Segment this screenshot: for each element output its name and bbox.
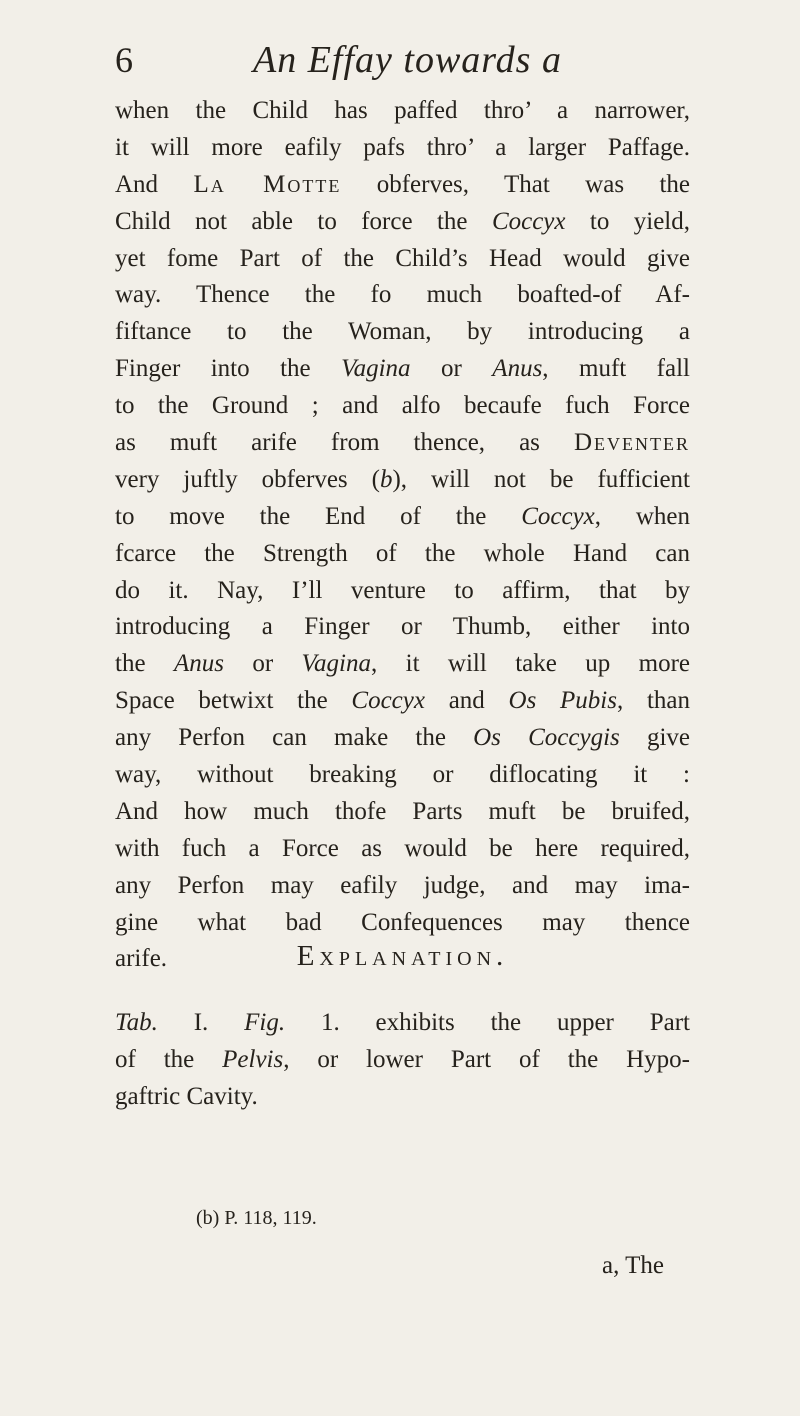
small-caps-name: La Motte bbox=[193, 170, 342, 198]
text-run: , muft fall bbox=[542, 355, 690, 383]
text-run: , than bbox=[616, 687, 690, 715]
text-run: any Perfon may eafily judge, and may ima- bbox=[115, 871, 690, 899]
text-run: the bbox=[115, 650, 174, 678]
explanation-paragraph bbox=[115, 1005, 690, 1116]
italic-term: Coccyx bbox=[491, 207, 566, 235]
text-run: introducing a Finger or Thumb, either into bbox=[115, 613, 690, 641]
text-line bbox=[115, 683, 690, 720]
text-line bbox=[115, 720, 690, 757]
italic-term: Os Pubis bbox=[508, 687, 617, 715]
footnote: (b) P. 118, 119. bbox=[196, 1207, 317, 1229]
italic-term: b bbox=[379, 465, 393, 493]
text-line bbox=[115, 609, 690, 646]
text-run: as muft arife from thence, as bbox=[115, 429, 574, 457]
text-line bbox=[115, 204, 690, 241]
text-run: and bbox=[424, 687, 509, 715]
text-run: give bbox=[619, 724, 690, 752]
text-run: any Perfon can make the bbox=[115, 724, 474, 752]
text-run: of the bbox=[115, 1045, 223, 1073]
text-run: And bbox=[115, 170, 194, 198]
italic-term: Coccyx bbox=[521, 502, 595, 530]
text-run: Space betwixt the bbox=[115, 687, 352, 715]
text-line bbox=[115, 351, 690, 388]
text-line bbox=[115, 536, 690, 573]
text-run: Child not able to force the bbox=[115, 207, 492, 235]
small-caps-name: Deventer bbox=[573, 429, 690, 457]
text-run: it will more eafily pafs thro’ a larger Paffage. bbox=[115, 133, 690, 161]
text-run: with fuch a Force as would be here required, bbox=[115, 834, 690, 862]
text-run: to the Ground ; and alfo becaufe fuch Force bbox=[115, 392, 690, 420]
text-run: arife. bbox=[115, 945, 168, 973]
italic-term: Anus bbox=[173, 650, 224, 678]
text-run: way. Thence the fo much boafted-of Af- bbox=[115, 281, 690, 309]
text-run: yet fome Part of the Child’s Head would give bbox=[115, 244, 690, 272]
body-paragraph bbox=[115, 93, 690, 978]
italic-term: Anus bbox=[492, 355, 543, 383]
text-run: gaftric Cavity. bbox=[115, 1082, 258, 1110]
running-title: An Effay towards a bbox=[253, 39, 562, 81]
text-run: , or lower Part of the Hypo- bbox=[283, 1045, 690, 1073]
italic-term: Vagina bbox=[301, 650, 371, 678]
text-run: do it. Nay, I’ll venture to affirm, that by bbox=[115, 576, 690, 604]
text-line bbox=[115, 388, 690, 425]
text-line bbox=[115, 425, 690, 462]
text-line bbox=[115, 499, 690, 536]
text-line bbox=[115, 241, 690, 278]
text-run: fiftance to the Woman, by introducing a bbox=[115, 318, 690, 346]
explanation-line bbox=[115, 1005, 690, 1042]
text-run: to yield, bbox=[565, 207, 690, 235]
explanation-line bbox=[115, 1042, 690, 1079]
text-run: , when bbox=[594, 502, 691, 530]
text-line bbox=[115, 831, 690, 868]
text-run: or bbox=[410, 355, 493, 383]
text-run: ), will not be fufficient bbox=[392, 465, 691, 493]
text-run: And how much thofe Parts muft be bruifed, bbox=[115, 797, 690, 825]
text-run: gine what bad Confequences may thence bbox=[115, 908, 690, 936]
text-run: very juftly obferves ( bbox=[115, 465, 380, 493]
text-run: fcarce the Strength of the whole Hand can bbox=[115, 539, 690, 567]
text-line bbox=[115, 277, 690, 314]
text-run: way, without breaking or diflocating it : bbox=[115, 761, 690, 789]
text-run: or bbox=[223, 650, 302, 678]
text-line bbox=[115, 462, 690, 499]
text-run: obferves, That was the bbox=[341, 170, 690, 198]
text-line bbox=[115, 646, 690, 683]
italic-term: Pelvis bbox=[222, 1045, 284, 1073]
text-line bbox=[115, 573, 690, 610]
catchword: a, The bbox=[602, 1252, 665, 1279]
text-run: , it will take up more bbox=[371, 650, 690, 678]
text-run: I. bbox=[157, 1009, 245, 1036]
text-line bbox=[115, 757, 690, 794]
section-heading: Explanation. bbox=[296, 940, 509, 972]
italic-term: Os Coccygis bbox=[473, 724, 620, 752]
text-line bbox=[115, 130, 690, 167]
text-line bbox=[115, 167, 690, 204]
text-run: to move the End of the bbox=[115, 502, 522, 530]
text-line bbox=[115, 93, 690, 130]
page-header bbox=[115, 36, 675, 86]
page-number: 6 bbox=[115, 40, 133, 80]
explanation-line bbox=[115, 1079, 690, 1116]
italic-term: Tab. bbox=[115, 1009, 158, 1036]
text-line bbox=[115, 314, 690, 351]
italic-term: Coccyx bbox=[351, 687, 425, 715]
text-line bbox=[115, 794, 690, 831]
italic-term: Vagina bbox=[341, 355, 411, 383]
text-run: Finger into the bbox=[115, 355, 342, 383]
italic-term: Fig. bbox=[244, 1009, 286, 1036]
text-line bbox=[115, 868, 690, 905]
text-run: when the Child has paffed thro’ a narrower, bbox=[115, 97, 690, 124]
text-run: 1. exhibits the upper Part bbox=[285, 1009, 690, 1036]
